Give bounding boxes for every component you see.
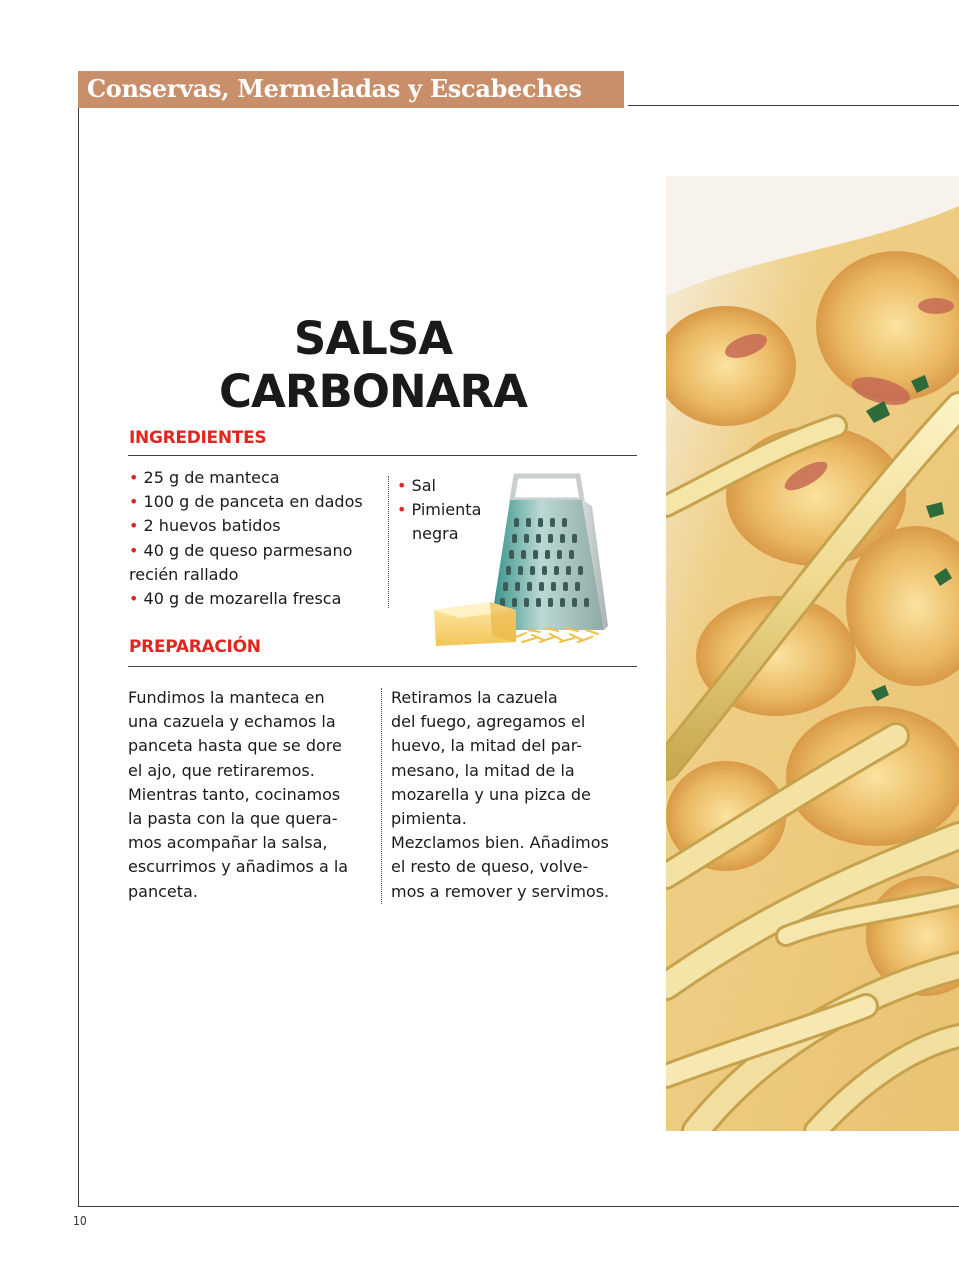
recipe-title-line2: CARBONARA [218, 365, 528, 418]
ingredient-text: 100 g de panceta en dados [143, 492, 363, 512]
ingredient-item [129, 490, 389, 514]
ingredient-text: Pimienta [411, 500, 482, 520]
bullet: • [397, 500, 407, 520]
preparation-line: mos a remover y servimos. [391, 881, 610, 901]
page-number: 10 [73, 1214, 87, 1228]
ingredient-text: 25 g de manteca [143, 468, 280, 487]
ingredient-item [129, 514, 389, 538]
ingredient-item [129, 466, 389, 490]
ingredient-item [129, 539, 389, 563]
ingredients-heading: INGREDIENTES [129, 428, 267, 448]
bullet: • [129, 492, 139, 512]
ingredient-item-continuation: recién rallado [129, 564, 239, 584]
preparation-line: una cazuela y echamos la [128, 712, 336, 732]
preparation-column-1 [128, 686, 373, 904]
preparation-line: huevo, la mitad del par- [391, 736, 583, 756]
ingredients-divider [388, 476, 389, 608]
preparation-line: del fuego, agregamos el [391, 712, 586, 732]
ingredient-text: Sal [411, 476, 436, 495]
preparation-line: panceta. [128, 881, 198, 901]
preparation-line: mesano, la mitad de la [391, 760, 575, 780]
bullet: • [397, 476, 407, 495]
recipe-title-line1: SALSA [293, 312, 453, 365]
preparation-line: mozarella y una pizca de [391, 784, 591, 804]
preparation-line: la pasta con la que quera- [128, 809, 338, 829]
pasta-carbonara-photo [666, 176, 959, 1131]
ingredient-item-continuation: negra [412, 524, 459, 544]
frame-left-rule [78, 108, 79, 1207]
preparation-line: Fundimos la manteca en [128, 688, 325, 707]
bullet: • [129, 540, 139, 560]
preparation-line: pimienta. [391, 809, 467, 829]
preparation-line: mos acompañar la salsa, [128, 833, 328, 853]
header-rule [628, 105, 959, 106]
preparation-line: el ajo, que retiraremos. [128, 760, 315, 780]
preparation-line: Mezclamos bien. Añadimos [391, 833, 609, 853]
ingredient-item [129, 587, 389, 611]
ingredient-text: 40 g de mozarella fresca [143, 589, 342, 609]
ingredients-rule [128, 455, 637, 456]
ingredients-list [129, 466, 389, 611]
preparation-rule [128, 666, 637, 667]
bullet: • [129, 516, 139, 536]
preparation-line: Retiramos la cazuela [391, 688, 558, 707]
preparation-column-2 [391, 686, 636, 904]
ingredient-text: 2 huevos batidos [143, 516, 281, 536]
preparation-heading: PREPARACIÓN [129, 637, 261, 657]
section-title: Conservas, Mermeladas y Escabeches [87, 74, 582, 103]
bullet: • [129, 468, 139, 487]
grater-illustration [432, 470, 608, 648]
ingredient-text: 40 g de queso parmesano [143, 540, 353, 560]
preparation-line: panceta hasta que se dore [128, 736, 342, 756]
frame-bottom-rule [78, 1206, 959, 1207]
preparation-line: el resto de queso, volve- [391, 857, 589, 877]
preparation-line: escurrimos y añadimos a la [128, 857, 349, 877]
preparation-divider [381, 688, 382, 904]
bullet: • [129, 589, 139, 609]
preparation-line: Mientras tanto, cocinamos [128, 784, 341, 804]
